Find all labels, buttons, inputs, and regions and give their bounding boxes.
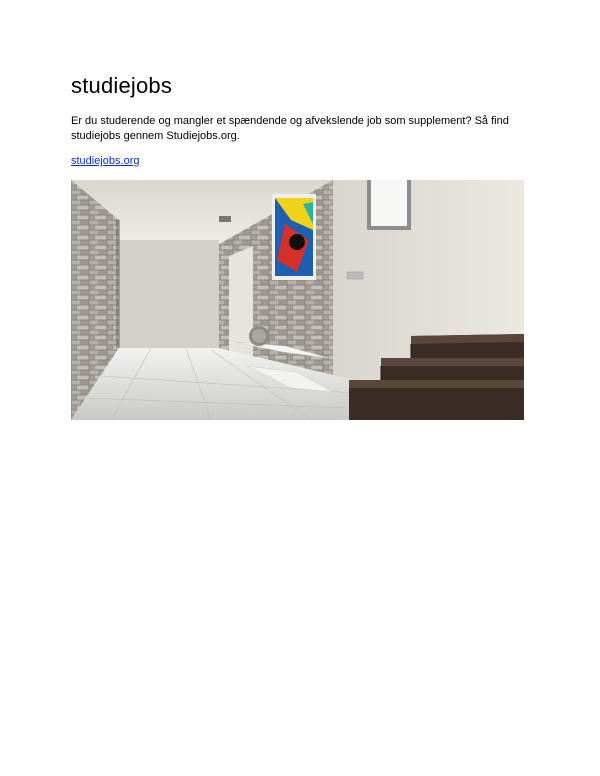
studiejobs-link[interactable]: studiejobs.org (71, 155, 140, 167)
page-title: studiejobs (71, 73, 173, 98)
intro-paragraph: Er du studerende og mangler et spændende og afvekslende job som supplement? Så find studiejobs gennem Studiejobs.org. (71, 115, 509, 142)
hallway-photo (71, 180, 524, 420)
